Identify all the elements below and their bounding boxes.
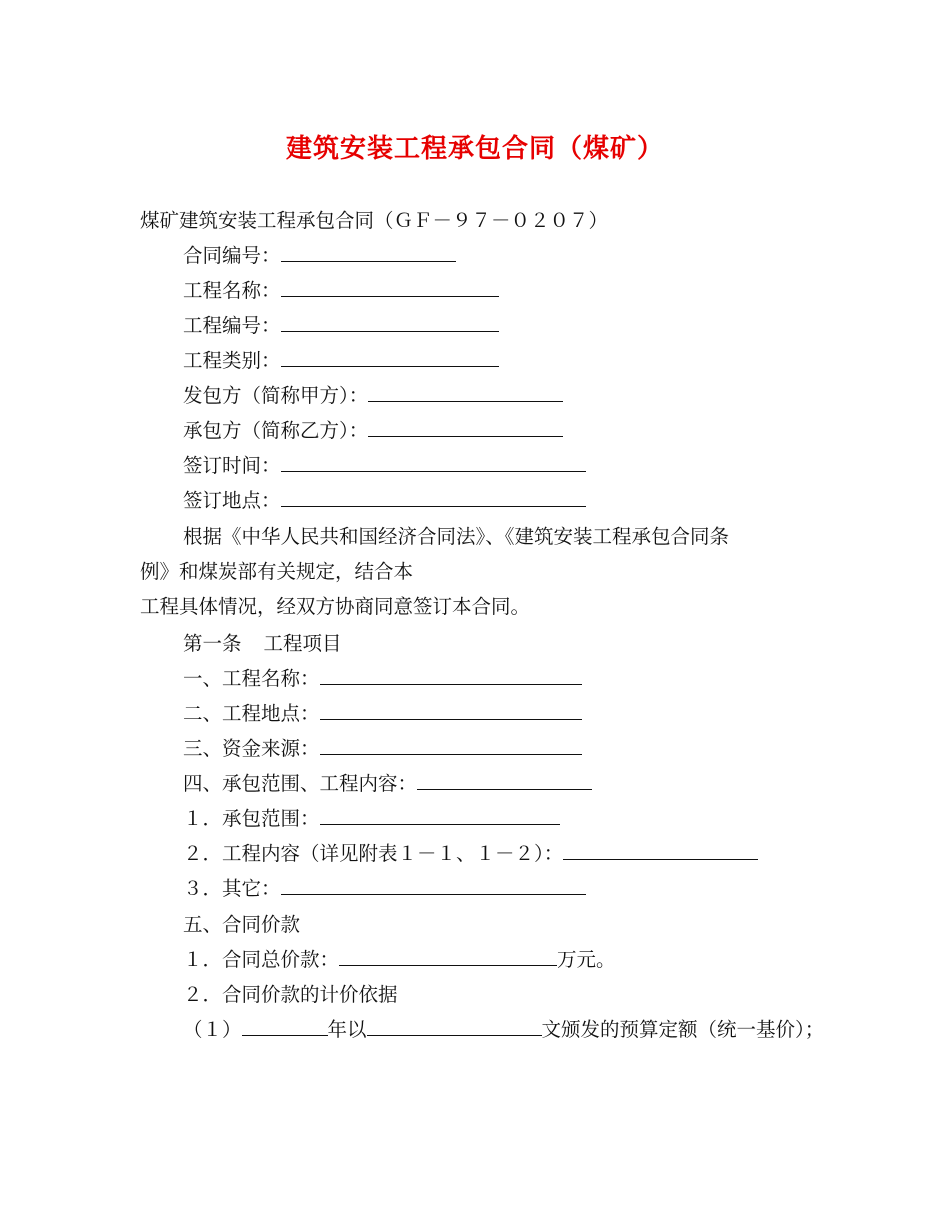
unit-label: 万元。: [557, 948, 616, 971]
item-funding-source: [183, 736, 582, 762]
blank-line: [368, 383, 563, 402]
subtitle: 煤矿建筑安装工程承包合同（ＧＦ－９７－０２０７）: [140, 209, 609, 232]
preamble-paragraph: 根据《中华人民共和国经济合同法》、《建筑安装工程承包合同条 例》和煤炭部有关规定，结合本 工程具体情况，经双方协商同意签订本合同。: [140, 525, 730, 618]
item-text: 文颁发的预算定额（统一基价）；: [541, 1018, 825, 1041]
item-label: 二、工程地点：: [183, 702, 320, 725]
article-label: 第一条: [183, 632, 242, 655]
blank-line: [281, 876, 586, 895]
item-project-name: [183, 666, 582, 692]
field-project-name: [183, 278, 499, 304]
item-contract-price: 五、合同价款: [183, 913, 301, 936]
item-label: （１）: [183, 1018, 242, 1041]
blank-line: [339, 947, 557, 966]
item-text: 年以: [327, 1018, 367, 1041]
item-label: １．合同总价款：: [183, 948, 340, 971]
article-title: 工程项目: [263, 632, 342, 655]
blank-line: [281, 243, 456, 262]
field-label: 承包方（简称乙方）：: [183, 419, 369, 442]
blank-line: [281, 453, 586, 472]
field-project-type: [183, 348, 499, 374]
field-label: 工程编号：: [183, 314, 281, 337]
price-basis-item-1: [183, 1017, 824, 1043]
sub-item-other: [183, 876, 586, 902]
field-label: 签订时间：: [183, 454, 281, 477]
field-sign-time: [183, 453, 586, 479]
blank-line: [242, 1017, 328, 1036]
item-label: １．承包范围：: [183, 807, 320, 830]
blank-line: [281, 348, 499, 367]
blank-line: [320, 806, 560, 825]
blank-line: [320, 666, 582, 685]
item-scope-content: [183, 771, 592, 797]
field-project-no: [183, 313, 499, 339]
blank-line: [281, 278, 499, 297]
article-1-heading: [183, 631, 342, 657]
field-party-b: [183, 418, 563, 444]
field-label: 工程名称：: [183, 279, 281, 302]
item-label: 一、工程名称：: [183, 667, 320, 690]
document-title: 建筑安装工程承包合同（煤矿）: [285, 134, 664, 164]
blank-line: [281, 488, 586, 507]
item-label: 四、承包范围、工程内容：: [183, 772, 418, 795]
field-label: 工程类别：: [183, 349, 281, 372]
blank-line: [281, 313, 499, 332]
field-label: 合同编号：: [183, 244, 281, 267]
price-basis-heading: ２．合同价款的计价依据: [183, 983, 398, 1006]
field-label: 发包方（简称甲方）：: [183, 384, 369, 407]
field-label: 签订地点：: [183, 489, 281, 512]
blank-line: [320, 701, 582, 720]
blank-line: [563, 841, 758, 860]
item-label: 三、资金来源：: [183, 737, 320, 760]
blank-line: [320, 736, 582, 755]
price-total: [183, 947, 616, 973]
item-label: ３．其它：: [183, 877, 281, 900]
blank-line: [367, 1017, 542, 1036]
blank-line: [417, 771, 592, 790]
field-sign-place: [183, 488, 586, 514]
blank-line: [368, 418, 563, 437]
sub-item-scope: [183, 806, 560, 832]
sub-item-content: [183, 841, 758, 867]
field-contract-no: [183, 243, 456, 269]
item-project-location: [183, 701, 582, 727]
field-party-a: [183, 383, 563, 409]
item-label: ２．工程内容（详见附表１－１、１－２）：: [183, 842, 564, 865]
